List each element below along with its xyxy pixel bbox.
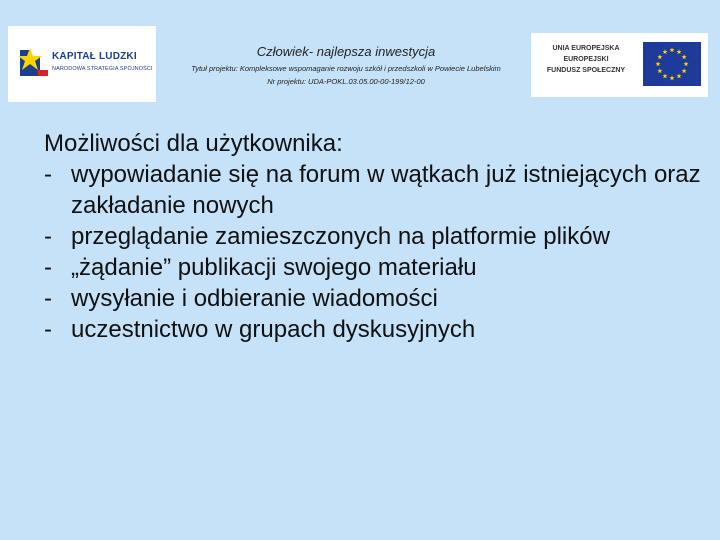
eu-flag-icon [643,42,701,86]
eu-logo-line3: FUNDUSZ SPOŁECZNY [546,67,626,74]
list-dash: - [44,285,52,312]
eu-logo [531,33,708,97]
list-item-text: przeglądanie zamieszczonych na platformie plików [71,223,610,250]
list-item-text: wysyłanie i odbieranie wiadomości [71,285,438,312]
list-item [44,159,704,221]
list-dash: - [44,223,52,250]
eu-logo-text [537,43,635,76]
list-item [44,283,704,314]
list-dash: - [44,316,52,343]
list-item [44,221,704,252]
list-item-text: uczestnictwo w grupach dyskusyjnych [71,316,476,343]
project-info [165,44,527,87]
list-item-text: wypowiadanie się na forum w wątkach już istniejących oraz zakładanie nowych [71,161,701,219]
list-item [44,252,704,283]
project-number: Nr projektu: UDA-POKL.03.05.00-00-199/12-00 [267,77,425,86]
kapital-ludzki-subtitle: NARODOWA STRATEGIA SPÓJNOŚCI [52,66,153,72]
kapital-ludzki-title: KAPITAŁ LUDZKI [52,51,137,62]
kapital-ludzki-logo [8,26,156,102]
list-item-text: „żądanie” publikacji swojego materiału [71,254,477,281]
list-item [44,314,704,345]
project-title: Tytuł projektu: Kompleksowe wspomaganie rozwoju szkół i przedszkoli w Powiecie Lubelskim [191,64,501,73]
slide-header [0,0,720,110]
eu-logo-line2: EUROPEJSKI [563,56,609,63]
list-dash: - [44,254,52,281]
slide-heading: Możliwości dla użytkownika: [44,130,343,157]
kapital-ludzki-logo-icon [18,44,50,84]
slide-content [44,128,704,345]
motto: Człowiek- najlepsza inwestycja [256,44,436,59]
eu-logo-line1: UNIA EUROPEJSKA [552,45,620,52]
list-dash: - [44,161,52,188]
